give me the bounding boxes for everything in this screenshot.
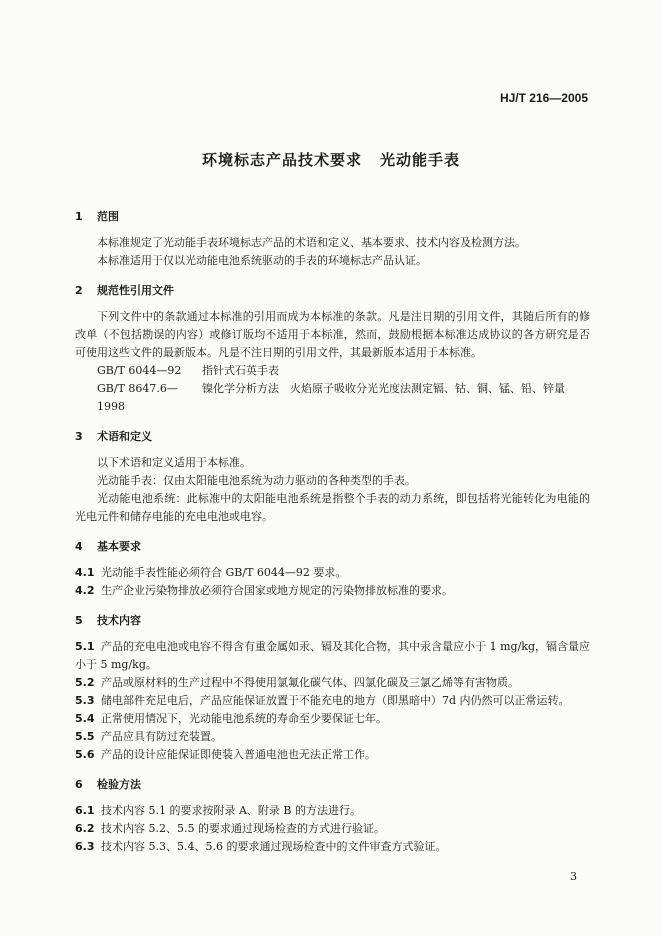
clause-text: 技术内容 5.2、5.5 的要求通过现场检查的方式进行验证。 [101,822,385,835]
section-heading-basic-requirements [75,538,590,556]
clause-text: 储电部件充足电后，产品应能保证放置于不能充电的地方（即黑暗中）7d 内仍然可以正常运转。 [101,694,570,707]
page-title [0,149,662,170]
section-number: 5 [75,614,83,627]
reference-code: GB/T 8647.6—1998 [97,382,178,413]
title-sub: 光动能手表 [380,151,461,169]
clause-text: 产品的设计应能保证即使装入普通电池也无法正常工作。 [101,748,376,761]
clause-number: 6.3 [75,840,95,853]
clause-number: 6.2 [75,822,95,835]
reference-row [75,362,590,380]
section-title: 基本要求 [97,540,141,553]
section-number: 6 [75,778,83,791]
standard-code: HJ/T 216—2005 [499,91,588,105]
paragraph: 下列文件中的条款通过本标准的引用而成为本标准的条款。凡是注日期的引用文件，其随后所有的修改单（不包括勘误的内容）或修订版均不适用于本标准，然而，鼓励根据本标准达成协议的各方研究是否可使用这些文件的最新版本。凡是不注日期的引用文件，其最新版本适用于本标准。 [75,310,590,359]
clause-text: 正常使用情况下，光动能电池系统的寿命至少要保证七年。 [101,712,387,725]
section-title: 技术内容 [97,614,141,627]
clause-item [75,728,590,746]
clause-number: 5.2 [75,676,95,689]
section-heading-technical-content [75,612,590,630]
section-title: 术语和定义 [97,430,152,443]
clause-item [75,746,590,764]
section-number: 2 [75,284,83,297]
clause-text: 生产企业污染物排放必须符合国家或地方规定的污染物排放标准的要求。 [101,584,453,597]
section-title: 检验方法 [97,778,141,791]
paragraph: 以下术语和定义适用于本标准。 [97,456,251,469]
paragraph: 本标准规定了光动能手表环境标志产品的术语和定义、基本要求、技术内容及检测方法。 [97,236,526,249]
section-heading-terms [75,428,590,446]
clause-text: 技术内容 5.3、5.4、5.6 的要求通过现场检查中的文件审查方式验证。 [101,840,447,853]
clause-text: 产品应具有防过充装置。 [101,730,222,743]
section-number: 4 [75,540,83,553]
clause-item [75,638,590,674]
reference-code: GB/T 6044—92 [97,364,182,377]
clause-number: 4.1 [75,566,95,579]
paragraph: 光动能手表：仅由太阳能电池系统为动力驱动的各种类型的手表。 [97,474,416,487]
document-body [75,208,590,856]
clause-item [75,838,590,856]
section-title: 规范性引用文件 [97,284,174,297]
section-heading-references [75,282,590,300]
paragraph: 本标准适用于仅以光动能电池系统驱动的手表的环境标志产品认证。 [97,254,427,267]
clause-text: 产品的充电电池或电容不得含有重金属如汞、镉及其化合物，其中汞含量应小于 1 mg/kg，镉含量应小于 5 mg/kg。 [75,640,590,671]
section-heading-test-methods [75,776,590,794]
clause-number: 6.1 [75,804,95,817]
clause-number: 5.5 [75,730,95,743]
clause-number: 4.2 [75,584,95,597]
section-number: 3 [75,430,83,443]
clause-number: 5.3 [75,694,95,707]
section-title: 范围 [97,210,119,223]
clause-item [75,820,590,838]
clause-text: 技术内容 5.1 的要求按附录 A、附录 B 的方法进行。 [101,804,362,817]
title-main: 环境标志产品技术要求 [201,151,362,169]
clause-number: 5.6 [75,748,95,761]
clause-item [75,710,590,728]
section-heading-scope [75,208,590,226]
reference-title: 指针式石英手表 [202,364,279,377]
clause-text: 产品或原材料的生产过程中不得使用氯氟化碳气体、四氯化碳及三氯乙烯等有害物质。 [101,676,519,689]
clause-item [75,674,590,692]
clause-item [75,692,590,710]
clause-text: 光动能手表性能必须符合 GB/T 6044—92 要求。 [101,566,347,579]
section-number: 1 [75,210,83,223]
clause-item [75,564,590,582]
reference-title: 镍化学分析方法 火焰原子吸收分光光度法测定镉、钴、铜、锰、铅、锌量 [202,382,565,395]
clause-number: 5.1 [75,640,95,653]
paragraph: 光动能电池系统：此标准中的太阳能电池系统是指整个手表的动力系统，即包括将光能转化为电能的光电元件和储存电能的充电电池或电容。 [75,492,590,523]
reference-row [75,380,590,416]
page-number: 3 [570,870,577,883]
clause-number: 5.4 [75,712,95,725]
clause-item [75,802,590,820]
clause-item [75,582,590,600]
